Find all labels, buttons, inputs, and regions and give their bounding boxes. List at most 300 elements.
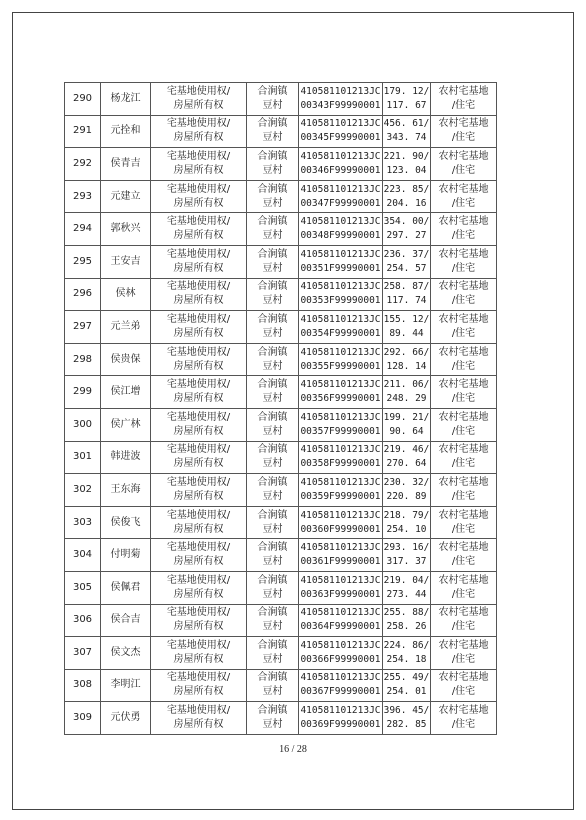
owner-name-cell-text: 王安吉: [110, 255, 141, 267]
area-cell-text: 317. 37: [386, 556, 427, 568]
usage-cell-text: 农村宅基地: [438, 639, 489, 651]
unit-code-cell-text: 00366F99990001: [300, 653, 381, 665]
usage-cell-text: /住宅: [451, 588, 476, 600]
location-cell-text: 合涧镇: [257, 118, 288, 130]
right-type-cell-text: 宅基地使用权/: [166, 509, 231, 521]
row-number-cell-text: 301: [72, 451, 93, 463]
row-number-cell: [65, 311, 101, 344]
right-type-cell-text: 房屋所有权: [173, 686, 224, 698]
location-cell: [247, 604, 299, 637]
location-cell-text: 豆村: [262, 653, 283, 665]
owner-name-cell-text: 韩进波: [110, 451, 141, 463]
right-type-cell: [151, 604, 247, 637]
unit-code-cell-text: 410581101213JC: [300, 379, 381, 391]
usage-cell-text: /住宅: [451, 686, 476, 698]
unit-code-cell-text: 410581101213JC: [300, 85, 381, 97]
row-number-cell-text: 299: [72, 386, 93, 398]
unit-code-cell-text: 410581101213JC: [300, 183, 381, 195]
owner-name-cell-text: 侯佩君: [110, 581, 141, 593]
usage-cell-text: /住宅: [451, 458, 476, 470]
row-number-cell-text: 307: [72, 646, 93, 658]
location-cell-text: 豆村: [262, 588, 283, 600]
right-type-cell: [151, 637, 247, 670]
usage-cell-text: 农村宅基地: [438, 183, 489, 195]
location-cell-text: 合涧镇: [257, 639, 288, 651]
table-row: [65, 83, 497, 116]
unit-code-cell: [299, 311, 383, 344]
right-type-cell: [151, 702, 247, 735]
right-type-cell: [151, 148, 247, 181]
usage-cell: [431, 571, 497, 604]
usage-cell: [431, 604, 497, 637]
location-cell-text: 豆村: [262, 393, 283, 405]
unit-code-cell: [299, 343, 383, 376]
area-cell-text: 396. 45/: [383, 705, 430, 717]
location-cell-text: 合涧镇: [257, 607, 288, 619]
location-cell-text: 合涧镇: [257, 476, 288, 488]
table-row: [65, 571, 497, 604]
unit-code-cell-text: 00345F99990001: [300, 132, 381, 144]
unit-code-cell: [299, 245, 383, 278]
table-row: [65, 637, 497, 670]
unit-code-cell-text: 410581101213JC: [300, 216, 381, 228]
usage-cell-text: 农村宅基地: [438, 150, 489, 162]
area-cell: [383, 474, 431, 507]
owner-name-cell-text: 付明菊: [110, 549, 141, 561]
area-cell-text: 219. 46/: [383, 444, 430, 456]
table-row: [65, 213, 497, 246]
area-cell: [383, 311, 431, 344]
owner-name-cell: [101, 539, 151, 572]
usage-cell: [431, 702, 497, 735]
right-type-cell-text: 宅基地使用权/: [166, 574, 231, 586]
location-cell-text: 豆村: [262, 621, 283, 633]
owner-name-cell: [101, 245, 151, 278]
location-cell-text: 豆村: [262, 132, 283, 144]
usage-cell-text: /住宅: [451, 719, 476, 731]
location-cell-text: 合涧镇: [257, 574, 288, 586]
location-cell-text: 合涧镇: [257, 672, 288, 684]
row-number-cell: [65, 408, 101, 441]
usage-cell-text: 农村宅基地: [438, 248, 489, 260]
page-number: 16 / 28: [279, 744, 307, 755]
usage-cell-text: /住宅: [451, 295, 476, 307]
area-cell-text: 254. 18: [386, 653, 427, 665]
location-cell: [247, 506, 299, 539]
area-cell: [383, 408, 431, 441]
unit-code-cell-text: 410581101213JC: [300, 574, 381, 586]
right-type-cell-text: 房屋所有权: [173, 523, 224, 535]
location-cell: [247, 83, 299, 116]
location-cell-text: 合涧镇: [257, 85, 288, 97]
row-number-cell: [65, 637, 101, 670]
area-cell: [383, 571, 431, 604]
row-number-cell-text: 309: [72, 712, 93, 724]
unit-code-cell-text: 00348F99990001: [300, 230, 381, 242]
row-number-cell: [65, 376, 101, 409]
right-type-cell-text: 房屋所有权: [173, 99, 224, 111]
area-cell: [383, 213, 431, 246]
owner-name-cell: [101, 376, 151, 409]
right-type-cell: [151, 278, 247, 311]
usage-cell-text: /住宅: [451, 653, 476, 665]
location-cell-text: 合涧镇: [257, 542, 288, 554]
owner-name-cell: [101, 669, 151, 702]
right-type-cell-text: 房屋所有权: [173, 588, 224, 600]
area-cell-text: 117. 74: [386, 295, 427, 307]
table-body: [65, 83, 497, 735]
location-cell-text: 豆村: [262, 295, 283, 307]
area-cell: [383, 669, 431, 702]
row-number-cell: [65, 669, 101, 702]
unit-code-cell-text: 410581101213JC: [300, 281, 381, 293]
owner-name-cell-text: 杨龙江: [110, 92, 141, 104]
unit-code-cell: [299, 180, 383, 213]
table-row: [65, 669, 497, 702]
table-row: [65, 408, 497, 441]
usage-cell-text: 农村宅基地: [438, 281, 489, 293]
unit-code-cell-text: 00361F99990001: [300, 556, 381, 568]
row-number-cell-text: 308: [72, 679, 93, 691]
area-cell-text: 90. 64: [389, 425, 424, 437]
area-cell-text: 254. 57: [386, 262, 427, 274]
row-number-cell-text: 293: [72, 190, 93, 202]
location-cell-text: 豆村: [262, 262, 283, 274]
right-type-cell-text: 宅基地使用权/: [166, 216, 231, 228]
usage-cell-text: /住宅: [451, 99, 476, 111]
row-number-cell: [65, 83, 101, 116]
row-number-cell-text: 304: [72, 549, 93, 561]
usage-cell: [431, 213, 497, 246]
usage-cell-text: /住宅: [451, 262, 476, 274]
usage-cell-text: 农村宅基地: [438, 672, 489, 684]
right-type-cell: [151, 408, 247, 441]
location-cell-text: 豆村: [262, 686, 283, 698]
unit-code-cell-text: 00355F99990001: [300, 360, 381, 372]
right-type-cell: [151, 376, 247, 409]
right-type-cell: [151, 180, 247, 213]
location-cell: [247, 148, 299, 181]
area-cell-text: 258. 87/: [383, 281, 430, 293]
unit-code-cell: [299, 148, 383, 181]
row-number-cell: [65, 506, 101, 539]
unit-code-cell-text: 410581101213JC: [300, 672, 381, 684]
unit-code-cell-text: 00346F99990001: [300, 164, 381, 176]
usage-cell-text: 农村宅基地: [438, 118, 489, 130]
location-cell: [247, 408, 299, 441]
right-type-cell-text: 房屋所有权: [173, 458, 224, 470]
location-cell-text: 合涧镇: [257, 509, 288, 521]
unit-code-cell: [299, 669, 383, 702]
owner-name-cell-text: 侯江增: [110, 386, 141, 398]
usage-cell-text: /住宅: [451, 425, 476, 437]
table-row: [65, 180, 497, 213]
location-cell: [247, 637, 299, 670]
right-type-cell-text: 房屋所有权: [173, 393, 224, 405]
location-cell-text: 豆村: [262, 556, 283, 568]
unit-code-cell-text: 410581101213JC: [300, 607, 381, 619]
right-type-cell-text: 宅基地使用权/: [166, 672, 231, 684]
right-type-cell-text: 宅基地使用权/: [166, 542, 231, 554]
area-cell-text: 117. 67: [386, 99, 427, 111]
usage-cell-text: 农村宅基地: [438, 607, 489, 619]
row-number-cell: [65, 213, 101, 246]
row-number-cell: [65, 441, 101, 474]
row-number-cell: [65, 278, 101, 311]
area-cell-text: 128. 14: [386, 360, 427, 372]
unit-code-cell: [299, 376, 383, 409]
row-number-cell: [65, 702, 101, 735]
owner-name-cell: [101, 83, 151, 116]
location-cell-text: 合涧镇: [257, 248, 288, 260]
area-cell-text: 199. 21/: [383, 411, 430, 423]
right-type-cell-text: 宅基地使用权/: [166, 705, 231, 717]
unit-code-cell: [299, 474, 383, 507]
usage-cell: [431, 343, 497, 376]
location-cell-text: 合涧镇: [257, 444, 288, 456]
usage-cell-text: /住宅: [451, 360, 476, 372]
usage-cell-text: 农村宅基地: [438, 705, 489, 717]
unit-code-cell-text: 410581101213JC: [300, 444, 381, 456]
right-type-cell-text: 房屋所有权: [173, 230, 224, 242]
owner-name-cell-text: 侯贵保: [110, 353, 141, 365]
owner-name-cell: [101, 441, 151, 474]
owner-name-cell-text: 郭秋兴: [110, 223, 141, 235]
area-cell-text: 220. 89: [386, 490, 427, 502]
area-cell-text: 179. 12/: [383, 85, 430, 97]
right-type-cell-text: 房屋所有权: [173, 360, 224, 372]
unit-code-cell-text: 00360F99990001: [300, 523, 381, 535]
unit-code-cell-text: 410581101213JC: [300, 509, 381, 521]
owner-name-cell-text: 李明江: [110, 679, 141, 691]
right-type-cell-text: 宅基地使用权/: [166, 607, 231, 619]
row-number-cell: [65, 571, 101, 604]
right-type-cell: [151, 115, 247, 148]
right-type-cell: [151, 83, 247, 116]
location-cell-text: 合涧镇: [257, 379, 288, 391]
usage-cell: [431, 539, 497, 572]
right-type-cell-text: 宅基地使用权/: [166, 379, 231, 391]
usage-cell-text: 农村宅基地: [438, 216, 489, 228]
location-cell: [247, 571, 299, 604]
table-row: [65, 311, 497, 344]
area-cell-text: 343. 74: [386, 132, 427, 144]
usage-cell: [431, 669, 497, 702]
right-type-cell-text: 房屋所有权: [173, 262, 224, 274]
area-cell-text: 219. 04/: [383, 574, 430, 586]
owner-name-cell-text: 侯青吉: [110, 157, 141, 169]
table-row: [65, 115, 497, 148]
unit-code-cell-text: 00367F99990001: [300, 686, 381, 698]
area-cell: [383, 637, 431, 670]
usage-cell-text: 农村宅基地: [438, 85, 489, 97]
location-cell-text: 豆村: [262, 164, 283, 176]
usage-cell-text: /住宅: [451, 164, 476, 176]
location-cell-text: 豆村: [262, 425, 283, 437]
location-cell-text: 豆村: [262, 719, 283, 731]
usage-cell-text: /住宅: [451, 523, 476, 535]
table-row: [65, 604, 497, 637]
row-number-cell-text: 297: [72, 320, 93, 332]
owner-name-cell: [101, 278, 151, 311]
right-type-cell-text: 房屋所有权: [173, 719, 224, 731]
usage-cell-text: /住宅: [451, 556, 476, 568]
usage-cell-text: 农村宅基地: [438, 346, 489, 358]
area-cell-text: 89. 44: [389, 327, 424, 339]
unit-code-cell-text: 00353F99990001: [300, 295, 381, 307]
right-type-cell: [151, 571, 247, 604]
location-cell: [247, 213, 299, 246]
usage-cell: [431, 376, 497, 409]
row-number-cell-text: 292: [72, 157, 93, 169]
area-cell-text: 254. 10: [386, 523, 427, 535]
usage-cell: [431, 441, 497, 474]
owner-name-cell: [101, 408, 151, 441]
location-cell-text: 豆村: [262, 99, 283, 111]
area-cell: [383, 148, 431, 181]
row-number-cell-text: 306: [72, 614, 93, 626]
owner-name-cell-text: 元拴和: [110, 125, 141, 137]
area-cell-text: 204. 16: [386, 197, 427, 209]
area-cell-text: 123. 04: [386, 164, 427, 176]
area-cell: [383, 180, 431, 213]
right-type-cell: [151, 506, 247, 539]
right-type-cell-text: 宅基地使用权/: [166, 281, 231, 293]
unit-code-cell-text: 410581101213JC: [300, 248, 381, 260]
row-number-cell-text: 296: [72, 288, 93, 300]
right-type-cell-text: 房屋所有权: [173, 621, 224, 633]
usage-cell: [431, 506, 497, 539]
location-cell-text: 豆村: [262, 327, 283, 339]
owner-name-cell: [101, 213, 151, 246]
usage-cell-text: /住宅: [451, 197, 476, 209]
table-row: [65, 441, 497, 474]
unit-code-cell-text: 00351F99990001: [300, 262, 381, 274]
area-cell-text: 218. 79/: [383, 509, 430, 521]
owner-name-cell-text: 侯文杰: [110, 646, 141, 658]
right-type-cell-text: 宅基地使用权/: [166, 118, 231, 130]
right-type-cell-text: 宅基地使用权/: [166, 150, 231, 162]
area-cell-text: 230. 32/: [383, 476, 430, 488]
right-type-cell: [151, 343, 247, 376]
usage-cell-text: 农村宅基地: [438, 313, 489, 325]
right-type-cell-text: 宅基地使用权/: [166, 85, 231, 97]
row-number-cell: [65, 604, 101, 637]
row-number-cell-text: 305: [72, 581, 93, 593]
location-cell-text: 豆村: [262, 360, 283, 372]
usage-cell: [431, 83, 497, 116]
table-row: [65, 506, 497, 539]
usage-cell-text: /住宅: [451, 621, 476, 633]
usage-cell: [431, 115, 497, 148]
area-cell: [383, 539, 431, 572]
row-number-cell-text: 295: [72, 255, 93, 267]
owner-name-cell-text: 元伏勇: [110, 712, 141, 724]
unit-code-cell-text: 410581101213JC: [300, 411, 381, 423]
right-type-cell: [151, 669, 247, 702]
location-cell: [247, 539, 299, 572]
area-cell-text: 155. 12/: [383, 313, 430, 325]
unit-code-cell: [299, 408, 383, 441]
unit-code-cell: [299, 571, 383, 604]
usage-cell: [431, 408, 497, 441]
usage-cell: [431, 148, 497, 181]
owner-name-cell: [101, 474, 151, 507]
row-number-cell-text: 294: [72, 223, 93, 235]
area-cell: [383, 376, 431, 409]
table-row: [65, 245, 497, 278]
area-cell: [383, 343, 431, 376]
location-cell-text: 豆村: [262, 230, 283, 242]
owner-name-cell: [101, 637, 151, 670]
area-cell-text: 456. 61/: [383, 118, 430, 130]
unit-code-cell-text: 00357F99990001: [300, 425, 381, 437]
unit-code-cell-text: 00358F99990001: [300, 458, 381, 470]
unit-code-cell-text: 410581101213JC: [300, 118, 381, 130]
usage-cell-text: 农村宅基地: [438, 379, 489, 391]
location-cell: [247, 376, 299, 409]
owner-name-cell: [101, 311, 151, 344]
right-type-cell-text: 宅基地使用权/: [166, 476, 231, 488]
area-cell-text: 255. 88/: [383, 607, 430, 619]
area-cell-text: 211. 06/: [383, 379, 430, 391]
row-number-cell: [65, 539, 101, 572]
usage-cell-text: 农村宅基地: [438, 574, 489, 586]
location-cell-text: 合涧镇: [257, 705, 288, 717]
area-cell: [383, 245, 431, 278]
area-cell: [383, 278, 431, 311]
area-cell-text: 293. 16/: [383, 542, 430, 554]
location-cell: [247, 245, 299, 278]
owner-name-cell: [101, 506, 151, 539]
owner-name-cell-text: 侯合吉: [110, 614, 141, 626]
location-cell-text: 合涧镇: [257, 411, 288, 423]
unit-code-cell-text: 410581101213JC: [300, 150, 381, 162]
location-cell: [247, 669, 299, 702]
right-type-cell: [151, 539, 247, 572]
usage-cell-text: 农村宅基地: [438, 542, 489, 554]
row-number-cell: [65, 180, 101, 213]
table-row: [65, 474, 497, 507]
row-number-cell-text: 303: [72, 516, 93, 528]
unit-code-cell: [299, 539, 383, 572]
unit-code-cell-text: 410581101213JC: [300, 705, 381, 717]
unit-code-cell-text: 410581101213JC: [300, 346, 381, 358]
area-cell-text: 258. 26: [386, 621, 427, 633]
usage-cell-text: 农村宅基地: [438, 411, 489, 423]
owner-name-cell-text: 元兰弟: [110, 320, 141, 332]
area-cell-text: 254. 01: [386, 686, 427, 698]
usage-cell-text: /住宅: [451, 393, 476, 405]
area-cell: [383, 115, 431, 148]
row-number-cell: [65, 343, 101, 376]
unit-code-cell-text: 00359F99990001: [300, 490, 381, 502]
unit-code-cell-text: 410581101213JC: [300, 639, 381, 651]
table-row: [65, 148, 497, 181]
unit-code-cell: [299, 441, 383, 474]
owner-name-cell: [101, 180, 151, 213]
area-cell-text: 282. 85: [386, 719, 427, 731]
area-cell-text: 255. 49/: [383, 672, 430, 684]
area-cell-text: 248. 29: [386, 393, 427, 405]
area-cell-text: 224. 86/: [383, 639, 430, 651]
right-type-cell-text: 房屋所有权: [173, 197, 224, 209]
area-cell-text: 223. 85/: [383, 183, 430, 195]
location-cell: [247, 702, 299, 735]
row-number-cell: [65, 474, 101, 507]
owner-name-cell: [101, 604, 151, 637]
usage-cell-text: /住宅: [451, 490, 476, 502]
